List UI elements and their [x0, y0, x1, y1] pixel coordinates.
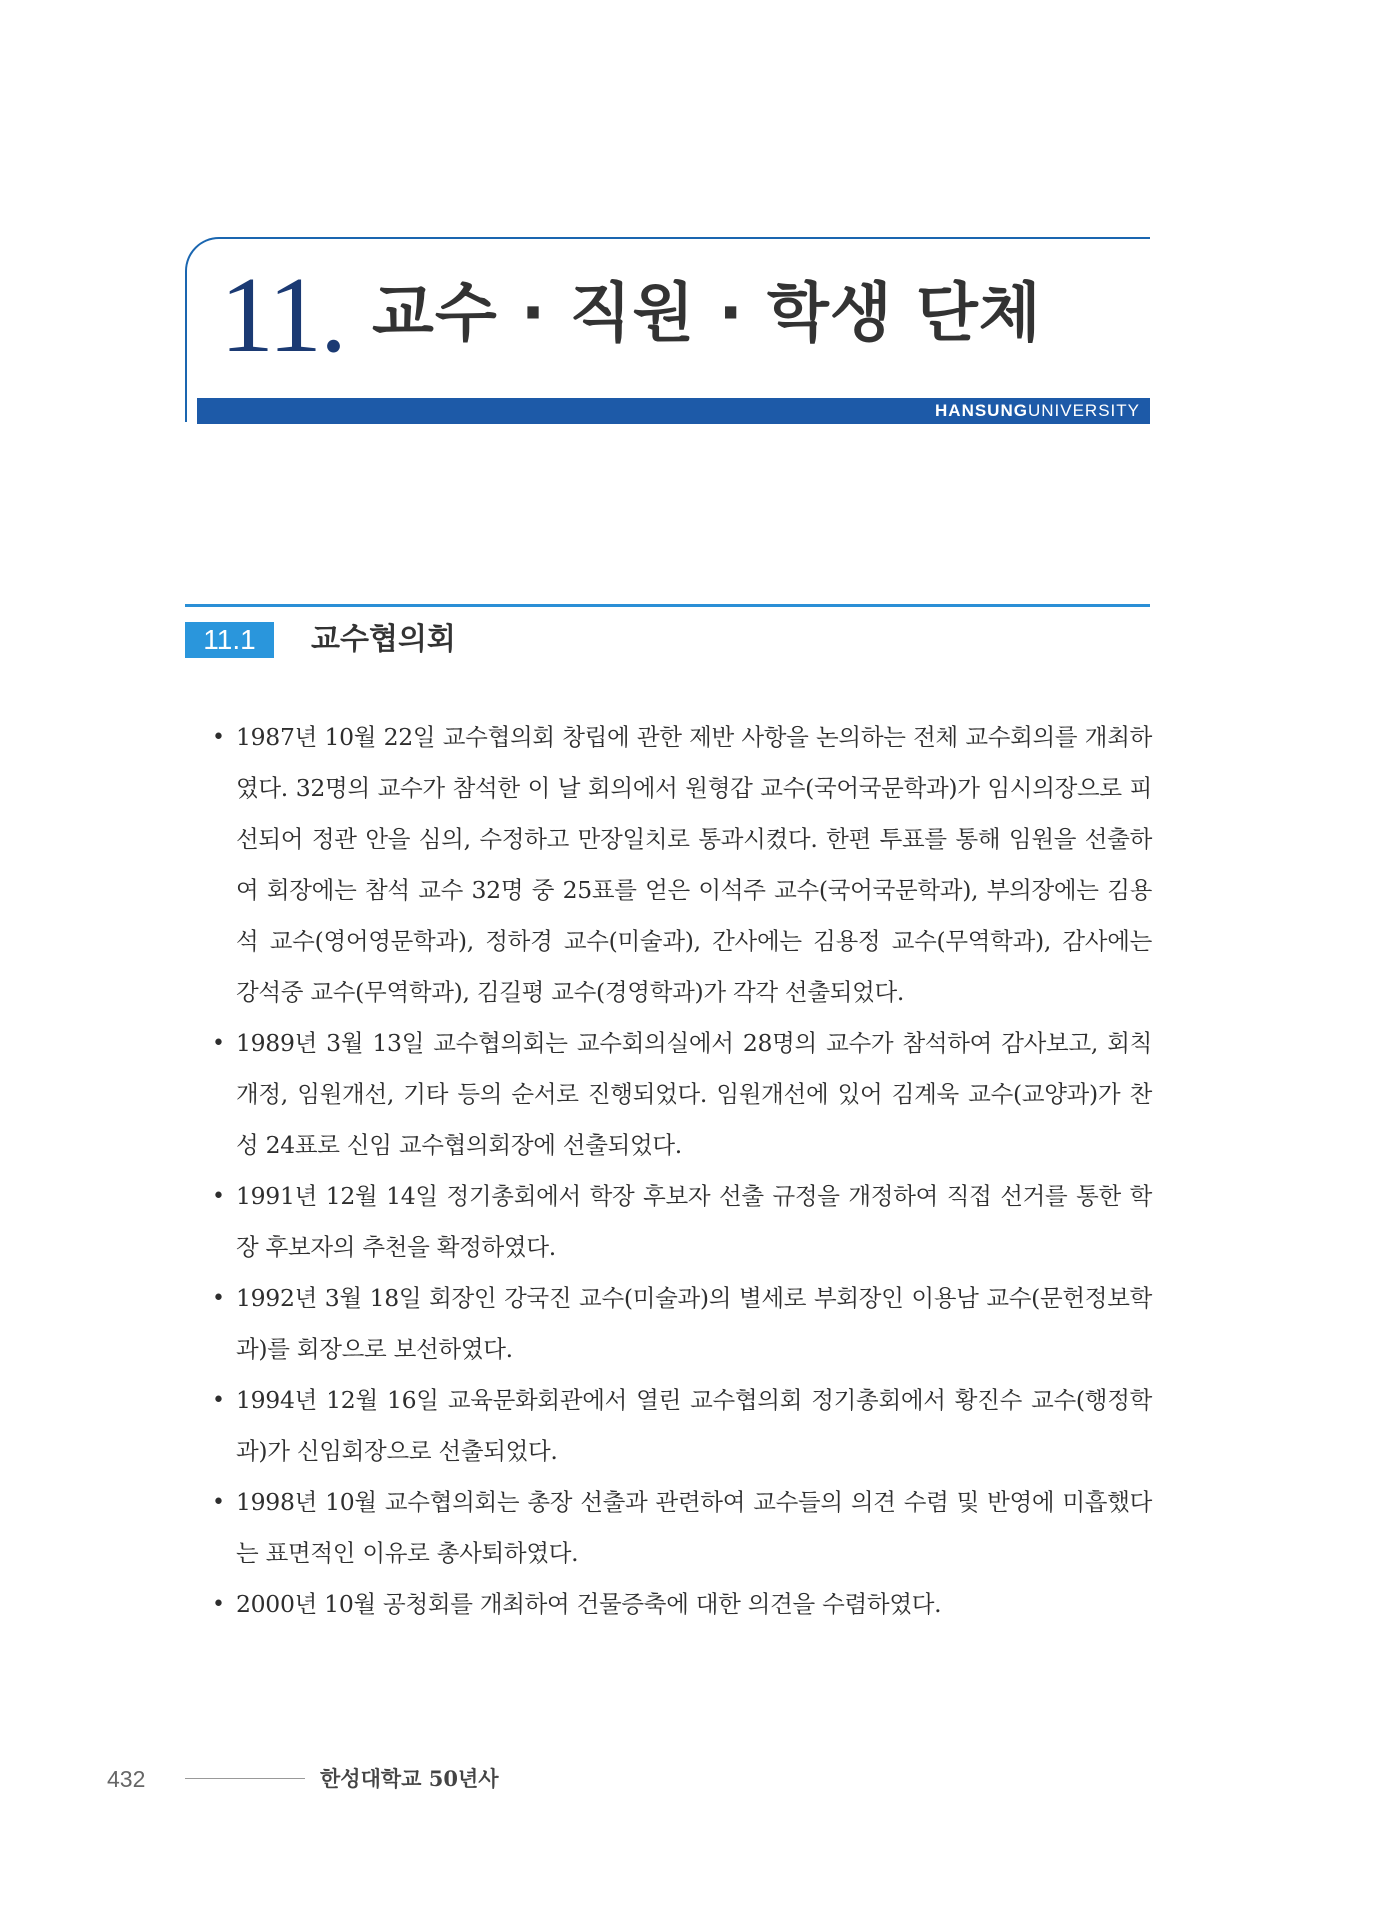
footer-rule: [185, 1778, 305, 1779]
bullet-text: 2000년 10월 공청회를 개최하여 건물증축에 대한 의견을 수렴하였다.: [236, 1590, 942, 1618]
bullet-item: [212, 1477, 1152, 1579]
bullet-text: 1994년 12월 16일 교육문화회관에서 열린 교수협의회 정기총회에서 황진수 교수(행정학과)가 신임회장으로 선출되었다.: [236, 1386, 1152, 1465]
bullet-item: [212, 1375, 1152, 1477]
bullet-item: [212, 1018, 1152, 1171]
brand-light: UNIVERSITY: [1027, 401, 1140, 420]
bullet-text: 1989년 3월 13일 교수협의회는 교수회의실에서 28명의 교수가 참석하여 감사보고, 회칙개정, 임원개선, 기타 등의 순서로 진행되었다. 임원개선에 있어 김계욱 교수(교양과)가 찬성 24표로 신임 교수협의회장에 선출되었다.: [236, 1029, 1152, 1159]
bullet-dot-icon: •: [212, 1286, 225, 1311]
bullet-text: 1998년 10월 교수협의회는 총장 선출과 관련하여 교수들의 의견 수렴 및 반영에 미흡했다는 표면적인 이유로 총사퇴하였다.: [236, 1488, 1152, 1567]
bullet-item: [212, 712, 1152, 1018]
bullet-item: [212, 1171, 1152, 1273]
bullet-item: [212, 1273, 1152, 1375]
bullet-dot-icon: •: [212, 725, 225, 750]
chapter-title: 교수 · 직원 · 학생 단체: [372, 277, 1042, 351]
bullet-list: [212, 712, 1152, 1630]
bullet-dot-icon: •: [212, 1388, 225, 1413]
book-title: 한성대학교 50년사: [320, 1766, 499, 1791]
bullet-text: 1992년 3월 18일 회장인 강국진 교수(미술과)의 별세로 부회장인 이용남 교수(문헌정보학과)를 회장으로 보선하였다.: [236, 1284, 1152, 1363]
chapter-number: 11.: [220, 256, 345, 375]
section-number-badge: 11.1: [185, 622, 274, 658]
section-rule: [185, 604, 1150, 607]
bullet-item: [212, 1579, 1152, 1630]
page-number: 432: [107, 1766, 146, 1792]
bullet-text: 1987년 10월 22일 교수협의회 창립에 관한 제반 사항을 논의하는 전체 교수회의를 개최하였다. 32명의 교수가 참석한 이 날 회의에서 원형갑 교수(국어국문학과)가 임시의장으로 피선되어 정관 안을 심의, 수정하고 만장일치로 통과시켰다. 한편 투표를 통해 임원을 선출하여 회장에는 참석 교수 32명 중 25표를 얻은 이석주 교수(국어국문학과), 부의장에는 김용석 교수(영어영문학과), 정하경 교수(미술과), 간사에는 김용정 교수(무역학과), 감사에는 강석중 교수(무역학과), 김길평 교수(경영학과)가 각각 선출되었다.: [236, 723, 1152, 1006]
university-brand: [935, 401, 1140, 421]
brand-strong: HANSUNG: [935, 401, 1028, 420]
section-title: 교수협의회: [311, 622, 456, 657]
bullet-dot-icon: •: [212, 1031, 225, 1056]
bullet-dot-icon: •: [212, 1184, 225, 1209]
bullet-text: 1991년 12월 14일 정기총회에서 학장 후보자 선출 규정을 개정하여 직접 선거를 통한 학장 후보자의 추천을 확정하였다.: [236, 1182, 1152, 1261]
chapter-bar: [197, 398, 1150, 424]
bullet-dot-icon: •: [212, 1490, 225, 1515]
bullet-dot-icon: •: [212, 1592, 225, 1617]
